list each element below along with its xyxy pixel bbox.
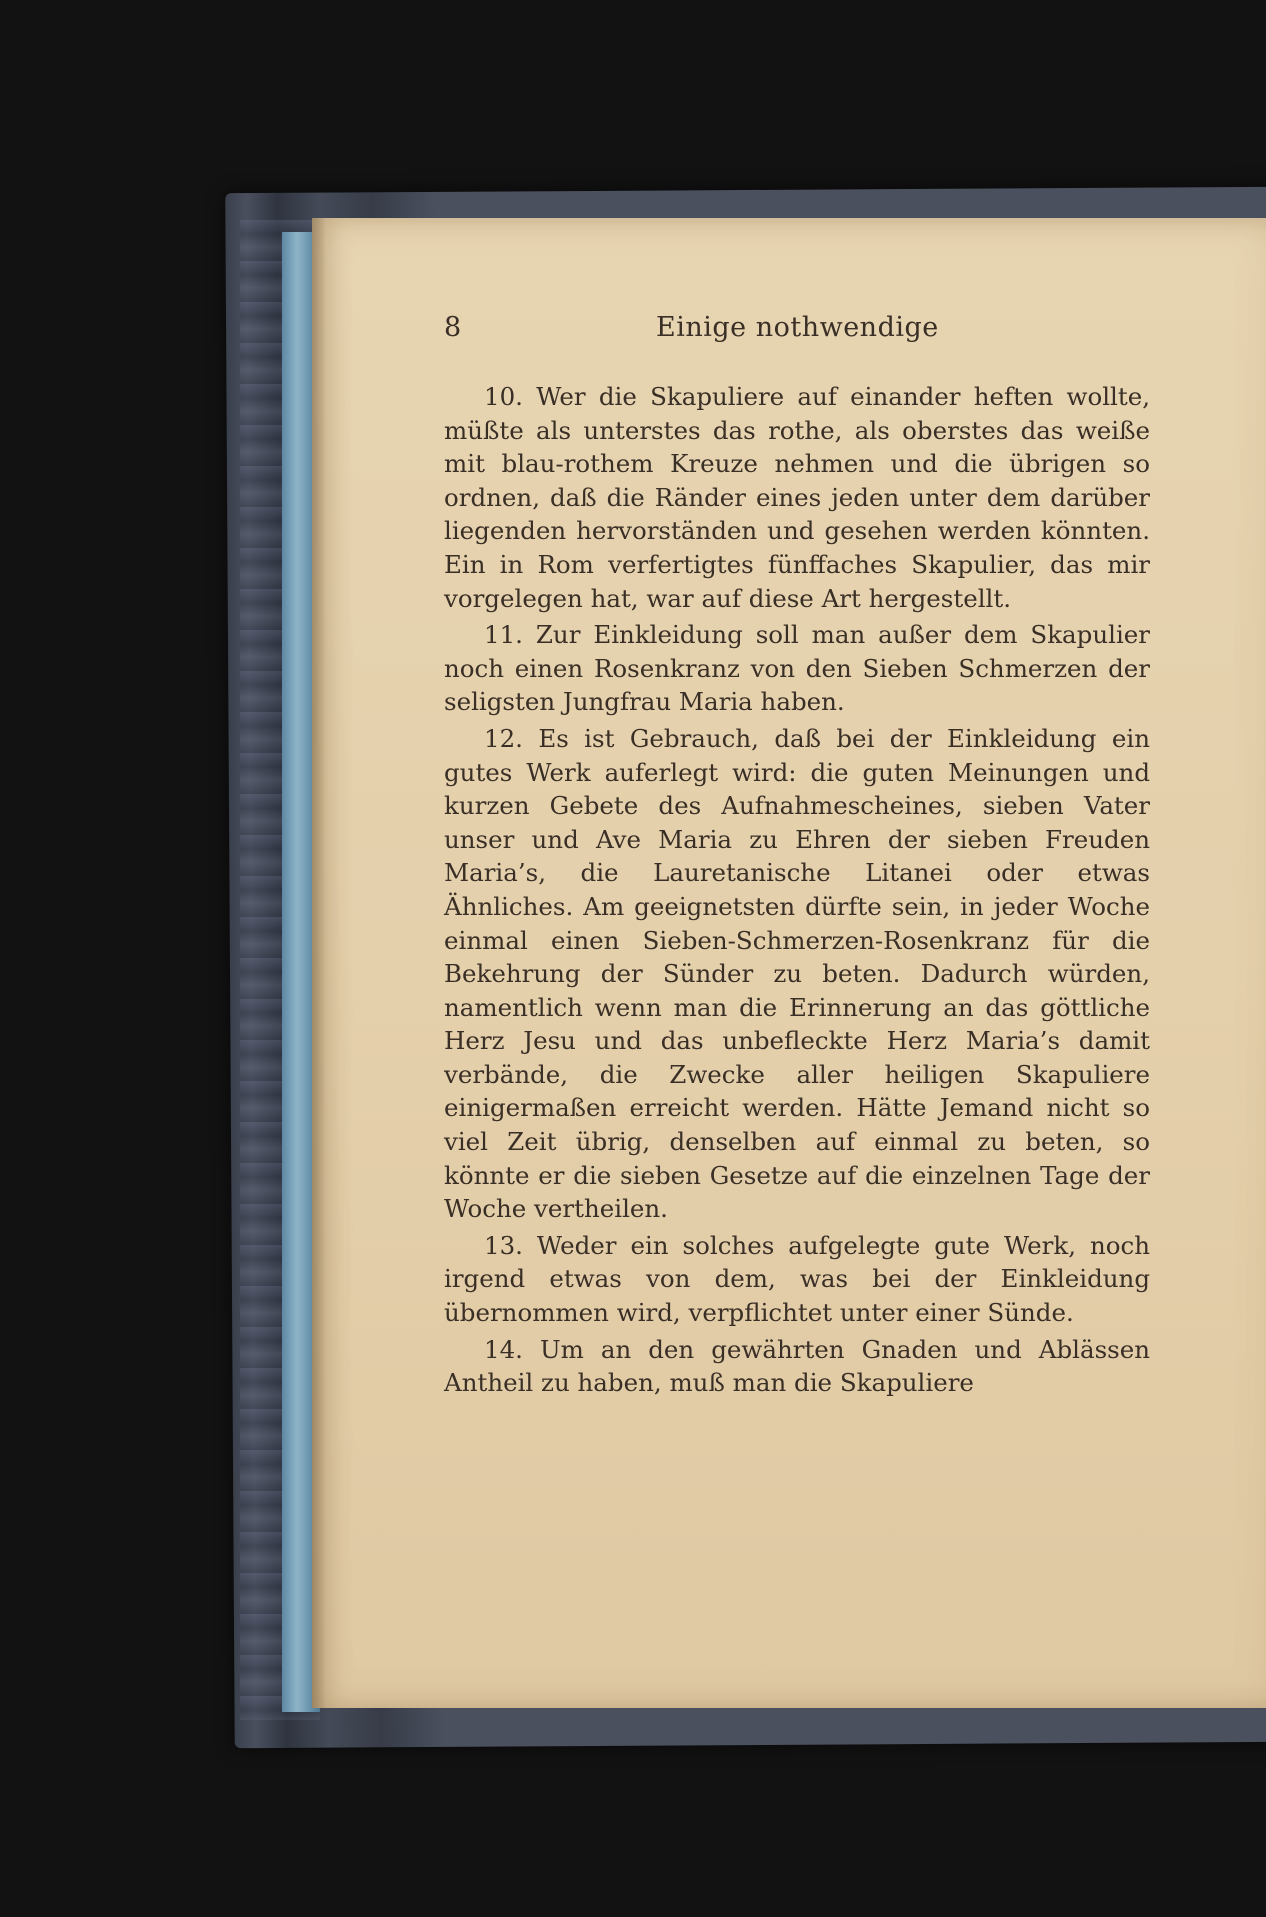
page-header xyxy=(444,312,1164,352)
paragraph-14: 14. Um an den gewährten Gnaden und Ablässen Antheil zu haben, muß man die Skapuliere xyxy=(444,1334,1150,1398)
paragraph-13: 13. Weder ein solches aufgelegte gute Werk, noch irgend etwas von dem, was bei der Einkleidung übernommen wird, verpflichtet unter einer Sünde. xyxy=(444,1230,1150,1328)
page-number: 8 xyxy=(444,312,462,343)
page-gutter-shadow xyxy=(312,218,326,1708)
running-head: Einige nothwendige xyxy=(656,312,939,343)
body-text xyxy=(444,380,1150,1403)
paragraph-11: 11. Zur Einkleidung soll man außer dem Skapulier noch einen Rosenkranz von den Sieben Schmerzen der seligsten Jungfrau Maria haben. xyxy=(444,620,1150,717)
paragraph-10: 10. Wer die Skapuliere auf einander heften wollte, müßte als unterstes das rothe, als oberstes das weiße mit blau-rothem Kreuze nehmen und die übrigen so ordnen, daß die Ränder eines jeden unter dem darüber liegenden hervorständen und gesehen werden könnten. Ein in Rom verfertigtes fünffaches Skapulier, das mir vorgelegen hat, war auf diese Art hergestellt. xyxy=(444,382,1150,613)
paragraph-12: 12. Es ist Gebrauch, daß bei der Einkleidung ein gutes Werk auferlegt wird: die guten Meinungen und kurzen Gebete des Aufnahmescheines, sieben Vater unser und Ave Maria zu Ehren der sieben Freuden Maria’s, die Lauretanische Litanei oder etwas Ähnliches. Am geeignetsten dürfte sein, in jeder Woche einmal einen Sieben-Schmerzen-Rosenkranz für die Bekehrung der Sünder zu beten. Dadurch würden, namentlich wenn man die Erinnerung an das göttliche Herz Jesu und das unbefleckte Herz Maria’s damit verbände, die Zwecke aller heiligen Skapuliere einigermaßen erreicht werden. Hätte Jemand nicht so viel Zeit übrig, denselben auf einmal zu beten, so könnte er die sieben Gesetze auf die einzelnen Tage der Woche vertheilen. xyxy=(444,723,1150,1224)
